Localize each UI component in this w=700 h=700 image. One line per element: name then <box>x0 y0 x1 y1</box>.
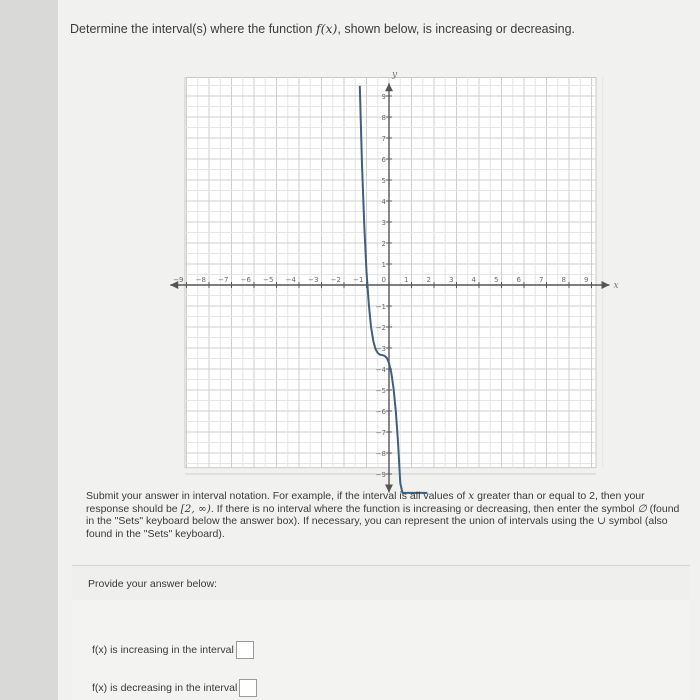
y-tick-label: −5 <box>375 387 386 395</box>
decreasing-row <box>92 679 257 697</box>
y-tick-label: −9 <box>375 471 386 479</box>
y-axis-label: y <box>392 70 398 81</box>
x-tick-label: 7 <box>539 276 544 284</box>
y-tick-label: −2 <box>375 324 386 332</box>
increasing-row <box>92 641 254 659</box>
x-tick-label: 4 <box>471 276 476 284</box>
y-tick-label: −6 <box>375 408 386 416</box>
instructions: Submit your answer in interval notation. For example, if the interval is all values of x greater than or equal to 2, then your response should be [2, ∞). If there is no interval where the function is increasing or decreasing, then enter the symbol ∅ (found in the "Sets" keyboard below the answer box). If necessary, you can represent the union of intervals using the ∪ symbol (also found in the "Sets" keyboard). <box>86 490 680 540</box>
x-tick-label: −8 <box>195 276 206 284</box>
empty-set-symbol: ∅ <box>637 502 647 515</box>
x-tick-label: −6 <box>240 276 251 284</box>
y-tick-label: 1 <box>381 261 386 269</box>
x-tick-label: 2 <box>426 276 431 284</box>
y-tick-label: 6 <box>381 156 386 164</box>
x-tick-label: −7 <box>218 276 229 284</box>
x-tick-label: −5 <box>263 276 274 284</box>
question-text: Determine the interval(s) where the function f(x), shown below, is increasing or decreasing. <box>70 21 576 36</box>
y-tick-label: −7 <box>375 429 386 437</box>
x-tick-label: −1 <box>353 276 364 284</box>
decreasing-label: f(x) is decreasing in the interval <box>92 682 238 694</box>
x-axis-arrow-right <box>602 281 610 289</box>
x-tick-label: 6 <box>516 276 521 284</box>
union-symbol: ∪ <box>596 515 606 527</box>
x-axis-label: x <box>613 281 619 291</box>
x-tick-label: 0 <box>381 276 386 284</box>
y-tick-label: 3 <box>381 219 386 227</box>
y-tick-label: 7 <box>381 135 386 143</box>
x-tick-label: 9 <box>584 276 589 284</box>
plot-area <box>185 78 596 468</box>
answer-header: Provide your answer below: <box>72 565 690 601</box>
x-tick-label: 5 <box>494 276 499 284</box>
x-tick-label: −3 <box>308 276 319 284</box>
x-tick-label: −2 <box>330 276 341 284</box>
x-tick-label: 8 <box>561 276 566 284</box>
y-tick-label: 5 <box>381 177 386 185</box>
x-tick-label: 1 <box>404 276 409 284</box>
y-tick-label: −1 <box>375 303 386 311</box>
x-tick-label: −4 <box>285 276 296 284</box>
increasing-label: f(x) is increasing in the interval <box>92 644 234 656</box>
y-tick-label: −3 <box>375 345 386 353</box>
y-tick-label: 9 <box>381 93 386 101</box>
y-tick-label: −8 <box>375 450 386 458</box>
decreasing-interval-input[interactable] <box>239 679 257 697</box>
y-tick-label: 8 <box>381 114 386 122</box>
y-tick-label: 2 <box>381 240 386 248</box>
function-name: f(x) <box>315 21 338 36</box>
x-tick-label: −9 <box>173 276 184 284</box>
y-tick-label: −4 <box>375 366 386 374</box>
increasing-interval-input[interactable] <box>236 641 254 659</box>
x-tick-label: 3 <box>449 276 454 284</box>
y-tick-label: 4 <box>381 198 386 206</box>
